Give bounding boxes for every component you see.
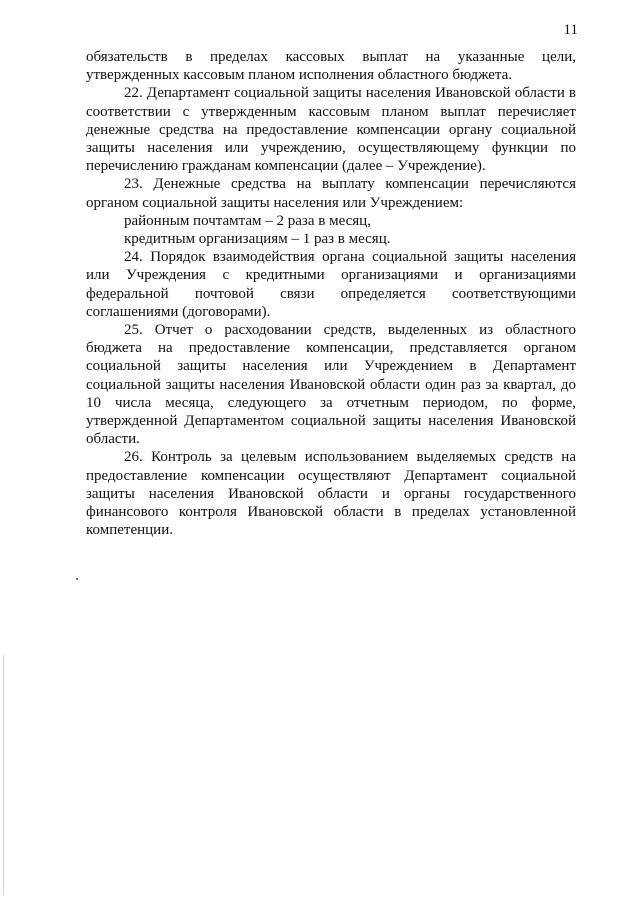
page-number: 11 xyxy=(563,22,578,38)
paragraph-23: 23. Денежные средства на выплату компенсации перечисляются органом социальной защиты населения или Учреждением: xyxy=(86,176,576,211)
scan-speck xyxy=(76,578,78,580)
paragraph-continuation: обязательств в пределах кассовых выплат на указанные цели, утвержденных кассовым планом исполнения областного бюджета. xyxy=(86,49,576,84)
document-body xyxy=(86,48,576,539)
paragraph-23-item-2: кредитным организациям – 1 раз в месяц. xyxy=(124,231,391,248)
scan-edge-line xyxy=(3,655,4,895)
paragraph-24: 24. Порядок взаимодействия органа социальной защиты населения или Учреждения с кредитными организациями и организациями федеральной почтовой связи определяется соответствующими соглашениями (договорами). xyxy=(86,249,576,320)
paragraph-22: 22. Департамент социальной защиты населения Ивановской области в соответствии с утвержденным кассовым планом выплат перечисляет денежные средства на предоставление компенсации органу социальной защиты населения или учреждению, осуществляющему функции по перечислению гражданам компенсации (далее – Учреждение). xyxy=(86,85,576,175)
paragraph-26: 26. Контроль за целевым использованием выделяемых средств на предоставление компенсации осуществляют Департамент социальной защиты населения Ивановской области и органы государственного финансового контроля Ивановской области в пределах установленной компетенции. xyxy=(86,449,576,539)
paragraph-23-item-1: районным почтамтам – 2 раза в месяц, xyxy=(124,212,371,229)
paragraph-25: 25. Отчет о расходовании средств, выделенных из областного бюджета на предоставление компенсации, представляется органом социальной защиты населения или Учреждением в Департамент социальной защиты населения Ивановской области один раз за квартал, до 10 числа месяца, следующего за отчетным периодом, по форме, утвержденной Департаментом социальной защиты населения Ивановской области. xyxy=(86,322,576,448)
